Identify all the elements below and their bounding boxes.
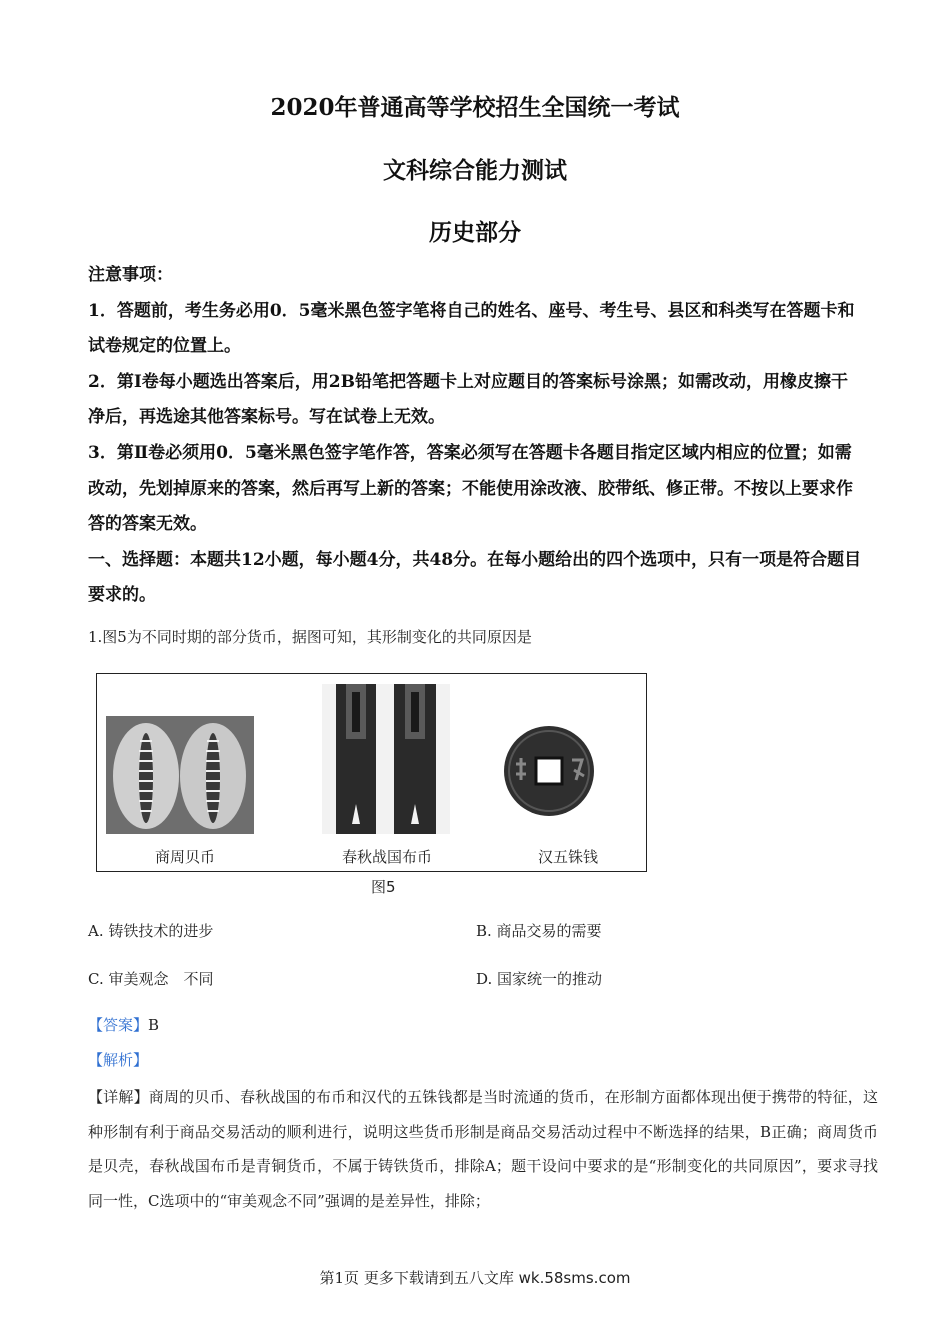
section-title: 历史部分 [429,219,521,246]
figure-title: 图5 [371,878,396,896]
option-d: D. 国家统一的推动 [476,970,603,988]
answer-label: 【答案】 [88,1016,149,1034]
caption-shell-coin: 商周贝币 [155,848,216,866]
spade-coin-image [322,684,450,834]
notice-item-2: 2．第Ⅰ卷每小题选出答案后，用2B铅笔把答题卡上对应题目的答案标号涂黑；如需改动，用橡皮擦干净后，再选途其他答案标号。写在试卷上无效。 [88,371,848,428]
option-b: B. 商品交易的需要 [476,922,602,940]
caption-wuzhu-coin: 汉五铢钱 [538,848,599,866]
answer-value: B [148,1016,160,1034]
shell-coin-image [106,716,254,834]
caption-spade-coin: 春秋战国布币 [342,848,433,866]
page-footer [0,1267,950,1288]
option-c: C. 审美观念 不同 [88,970,214,988]
footer-page-text: 第1页 更多下载请到五八文库 [319,1269,514,1287]
analysis-detail: 【详解】商周的贝币、春秋战国的布币和汉代的五铢钱都是当时流通的货币，在形制方面都体现出便于携带的特征，这种形制有利于商品交易活动的顺利进行，说明这些货币形制是商品交易活动过程中不断选择的结果，B正确；商周货币是贝壳，春秋战国布币是青铜货币，不属于铸铁货币，排除A；题干设问中要求的是“形制变化的共同原因”，要求寻找同一性，C选项中的“审美观念不同”强调的是差异性，排除； [88,1088,878,1210]
answer-line [88,1014,159,1035]
notice-block [88,258,863,614]
currency-figure [96,673,647,872]
option-a: A. 铸铁技术的进步 [88,922,214,940]
exam-subtitle: 文科综合能力测试 [383,157,567,184]
question-stem: 1.图5为不同时期的部分货币，据图可知，其形制变化的共同原因是 [88,628,532,646]
exam-title: 2020年普通高等学校招生全国统一考试 [270,94,680,121]
wuzhu-coin-image [502,724,596,818]
footer-site-link[interactable]: wk.58sms.com [518,1269,631,1287]
notice-item-1: 1．答题前，考生务必用0．5毫米黑色签字笔将自己的姓名、座号、考生号、县区和科类写在答题卡和试卷规定的位置上。 [88,300,855,357]
notice-item-3: 3．第Ⅱ卷必须用0．5毫米黑色签字笔作答，答案必须写在答题卡各题目指定区域内相应的位置；如需改动，先划掉原来的答案，然后再写上新的答案；不能使用涂改液、胶带纸、修正带。不按以上要求作答的答案无效。 [88,442,853,535]
section-instructions: 一、选择题：本题共12小题，每小题4分，共48分。在每小题给出的四个选项中，只有一项是符合题目要求的。 [88,549,862,606]
analysis-label: 【解析】 [88,1051,149,1069]
notice-heading: 注意事项： [88,265,173,285]
